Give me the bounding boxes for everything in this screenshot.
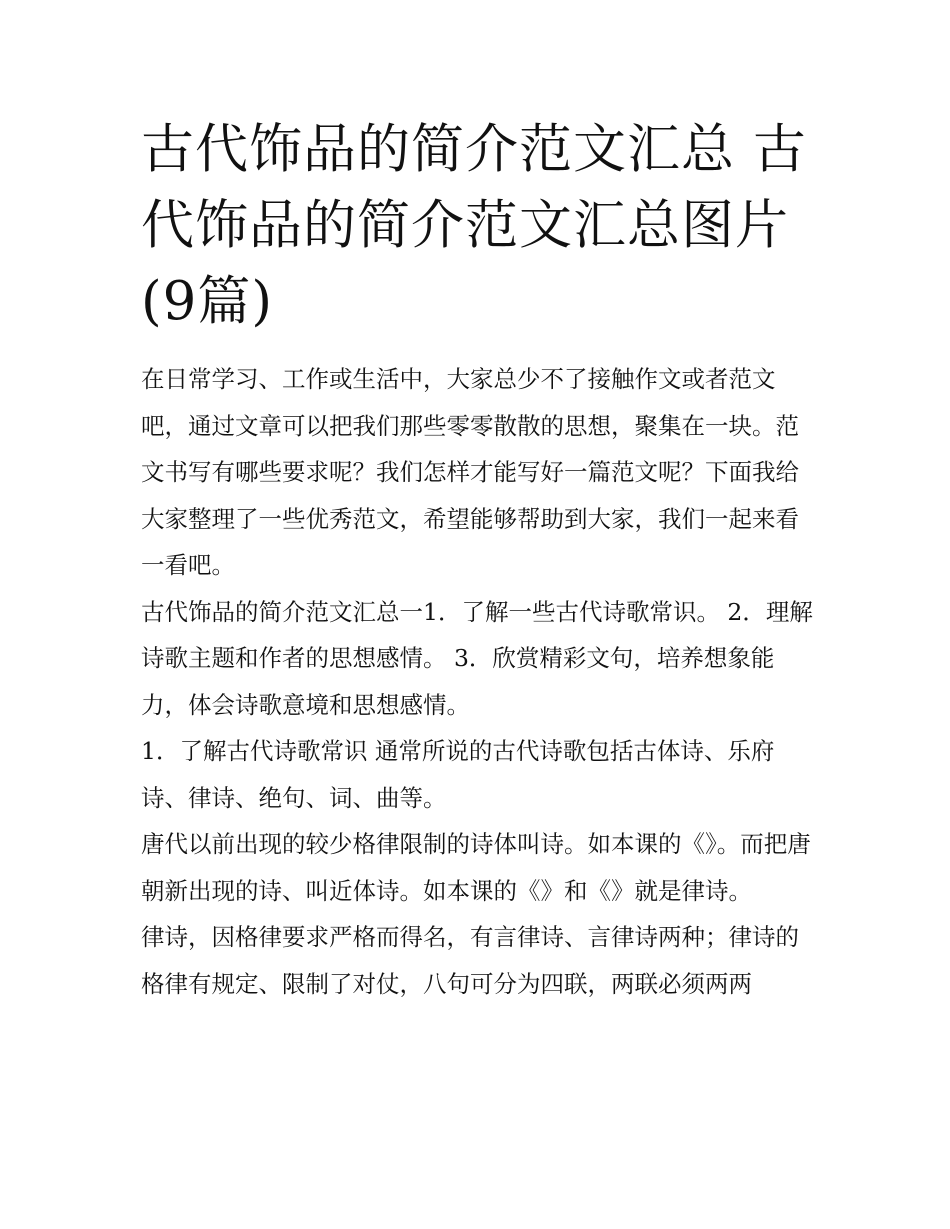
paragraph-intro: 在日常学习、工作或生活中，大家总少不了接触作文或者范文吧，通过文章可以把我们那些零零散散的思想，聚集在一块。范文书写有哪些要求呢？我们怎样才能写好一篇范文呢？下面我给大家整理了一些优秀范文，希望能够帮助到大家，我们一起来看一看吧。 — [141, 365, 799, 579]
paragraph-ancient-poetry: 唐代以前出现的较少格律限制的诗体叫诗。如本课的《》。而把唐朝新出现的诗、叫近体诗。如本课的《》和《》就是律诗。 — [141, 830, 811, 905]
paragraph-regulated-verse: 律诗，因格律要求严格而得名，有言律诗、言律诗两种；律诗的格律有规定、限制了对仗，八句可分为四联，两联必须两两 — [141, 923, 799, 998]
document-title: 古代饰品的简介范文汇总 古代饰品的简介范文汇总图片(9篇) — [141, 119, 807, 332]
document-body — [141, 356, 817, 1007]
paragraph-objectives: 古代饰品的简介范文汇总一1．了解一些古代诗歌常识。 2．理解诗歌主题和作者的思想感情。 3．欣赏精彩文句，培养想象能力，体会诗歌意境和思想感情。 — [141, 597, 813, 719]
paragraph-poetry-knowledge: 1．了解古代诗歌常识 通常所说的古代诗歌包括古体诗、乐府诗、律诗、绝句、词、曲等。 — [141, 737, 775, 812]
